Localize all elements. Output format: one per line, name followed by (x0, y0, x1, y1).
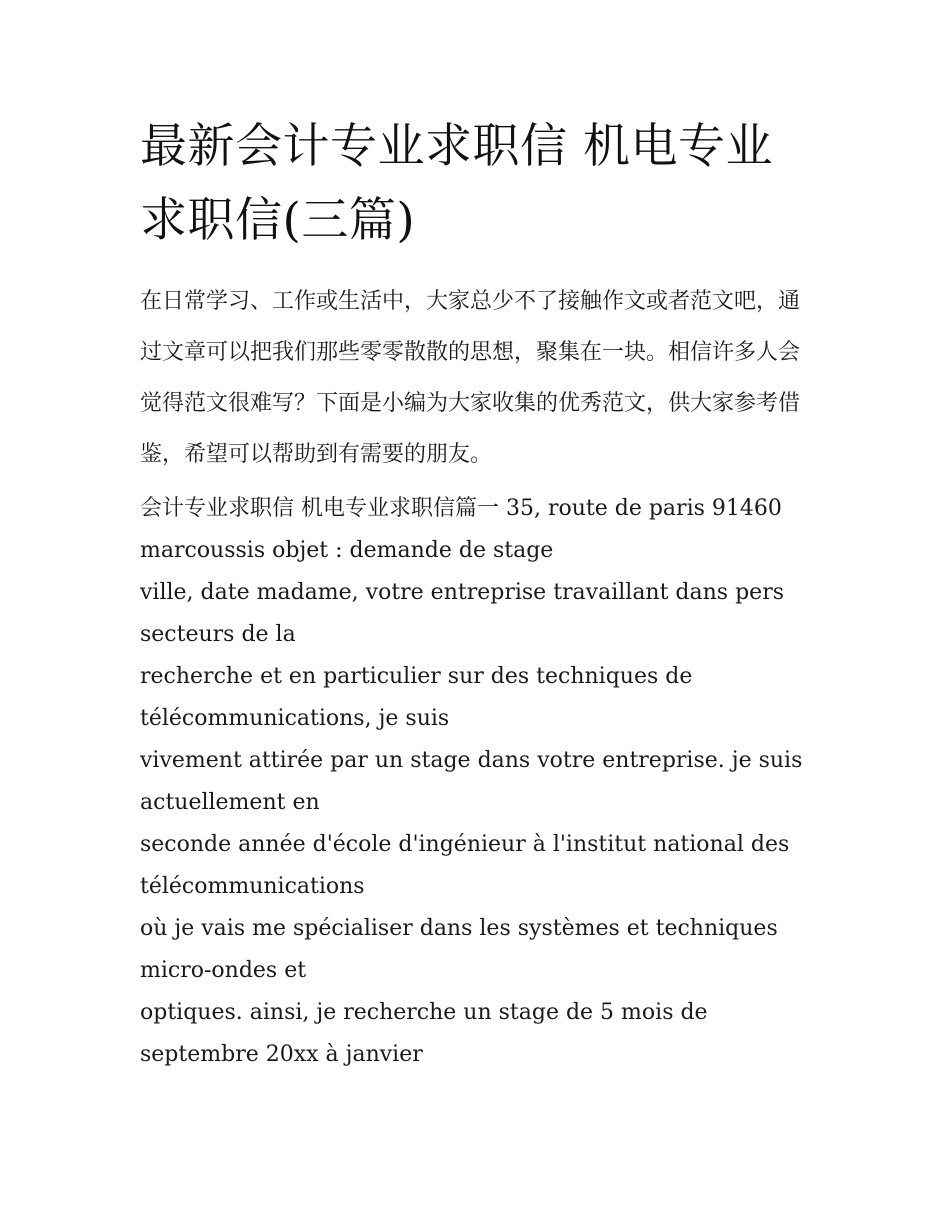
letter-line: recherche et en particulier sur des techniques de télécommunications, je suis (140, 664, 693, 731)
letter-line: 会计专业求职信 机电专业求职信篇一 35, route de paris 91460 marcoussis objet : demande de stage (140, 496, 782, 563)
document-title: 最新会计专业求职信 机电专业求职信(三篇) (140, 119, 773, 248)
letter-line: optiques. ainsi, je recherche un stage de 5 mois de septembre 20xx à janvier (140, 1000, 708, 1067)
letter-line: où je vais me spécialiser dans les systèmes et techniques micro-ondes et (140, 916, 778, 983)
document-page (140, 110, 820, 1076)
intro-paragraph: 在日常学习、工作或生活中，大家总少不了接触作文或者范文吧，通过文章可以把我们那些零零散散的思想，聚集在一块。相信许多人会觉得范文很难写？下面是小编为大家收集的优秀范文，供大家参考借鉴，希望可以帮助到有需要的朋友。 (140, 289, 801, 467)
letter-line: seconde année d'école d'ingénieur à l'institut national des télécommunications (140, 832, 790, 899)
letter-line: vivement attirée par un stage dans votre entreprise. je suis actuellement en (140, 748, 803, 815)
letter-line: ville, date madame, votre entreprise travaillant dans pers secteurs de la (140, 580, 784, 647)
letter-body (140, 488, 820, 1076)
